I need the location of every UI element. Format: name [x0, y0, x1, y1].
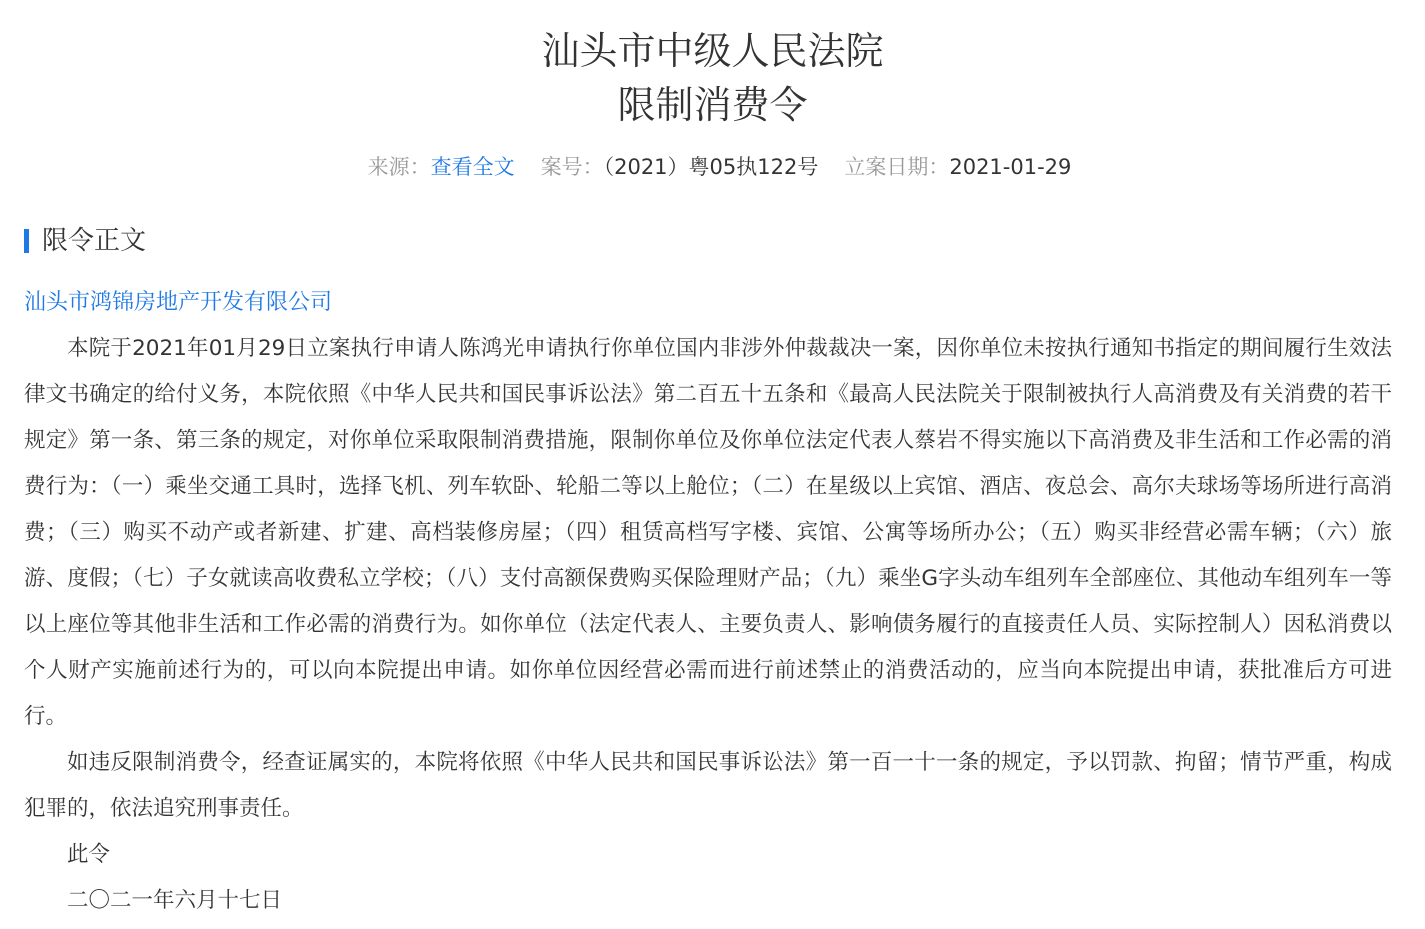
source-label: 来源：: [367, 155, 431, 179]
case-number-label: 案号：: [540, 155, 604, 179]
order-body: [24, 326, 1392, 924]
order-date: 二〇二一年六月十七日: [67, 888, 283, 913]
document-title: 限制消费令: [617, 83, 808, 127]
view-full-text-link[interactable]: 查看全文: [430, 155, 515, 179]
filing-date: 2021-01-29: [949, 155, 1072, 179]
section-title: 限令正文: [42, 226, 147, 256]
document-header: [0, 0, 1425, 182]
addressee-company-link[interactable]: 汕头市鸿锦房地产开发有限公司: [24, 290, 333, 315]
section-heading: [24, 222, 146, 260]
section-accent-bar: [24, 229, 29, 253]
order-paragraph-2: 如违反限制消费令，经查证属实的，本院将依照《中华人民共和国民事诉讼法》第一百一十一条的规定，予以罚款、拘留；情节严重，构成犯罪的，依法追究刑事责任。: [24, 750, 1392, 821]
court-name: 汕头市中级人民法院: [541, 29, 884, 73]
case-meta-row: [0, 152, 1425, 182]
case-number: （2021）粤05执122号: [603, 155, 819, 179]
filing-date-label: 立案日期：: [844, 155, 950, 179]
order-paragraph-1: 本院于2021年01月29日立案执行申请人陈鸿光申请执行你单位国内非涉外仲裁裁决一案，因你单位未按执行通知书指定的期间履行生效法律文书确定的给付义务，本院依照《中华人民共和国民事诉讼法》第二百五十五条和《最高人民法院关于限制被执行人高消费及有关消费的若干规定》第一条、第三条的规定，对你单位采取限制消费措施，限制你单位及你单位法定代表人蔡岩不得实施以下高消费及非生活和工作必需的消费行为：（一）乘坐交通工具时，选择飞机、列车软卧、轮船二等以上舱位；（二）在星级以上宾馆、酒店、夜总会、高尔夫球场等场所进行高消费；（三）购买不动产或者新建、扩建、高档装修房屋；（四）租赁高档写字楼、宾馆、公寓等场所办公；（五）购买非经营必需车辆；（六）旅游、度假；（七）子女就读高收费私立学校；（八）支付高额保费购买保险理财产品；（九）乘坐G字头动车组列车全部座位、其他动车组列车一等以上座位等其他非生活和工作必需的消费行为。如你单位（法定代表人、主要负责人、影响债务履行的直接责任人员、实际控制人）因私消费以个人财产实施前述行为的，可以向本院提出申请。如你单位因经营必需而进行前述禁止的消费活动的，应当向本院提出申请，获批准后方可进行。: [24, 336, 1392, 729]
order-closing: 此令: [67, 842, 111, 867]
